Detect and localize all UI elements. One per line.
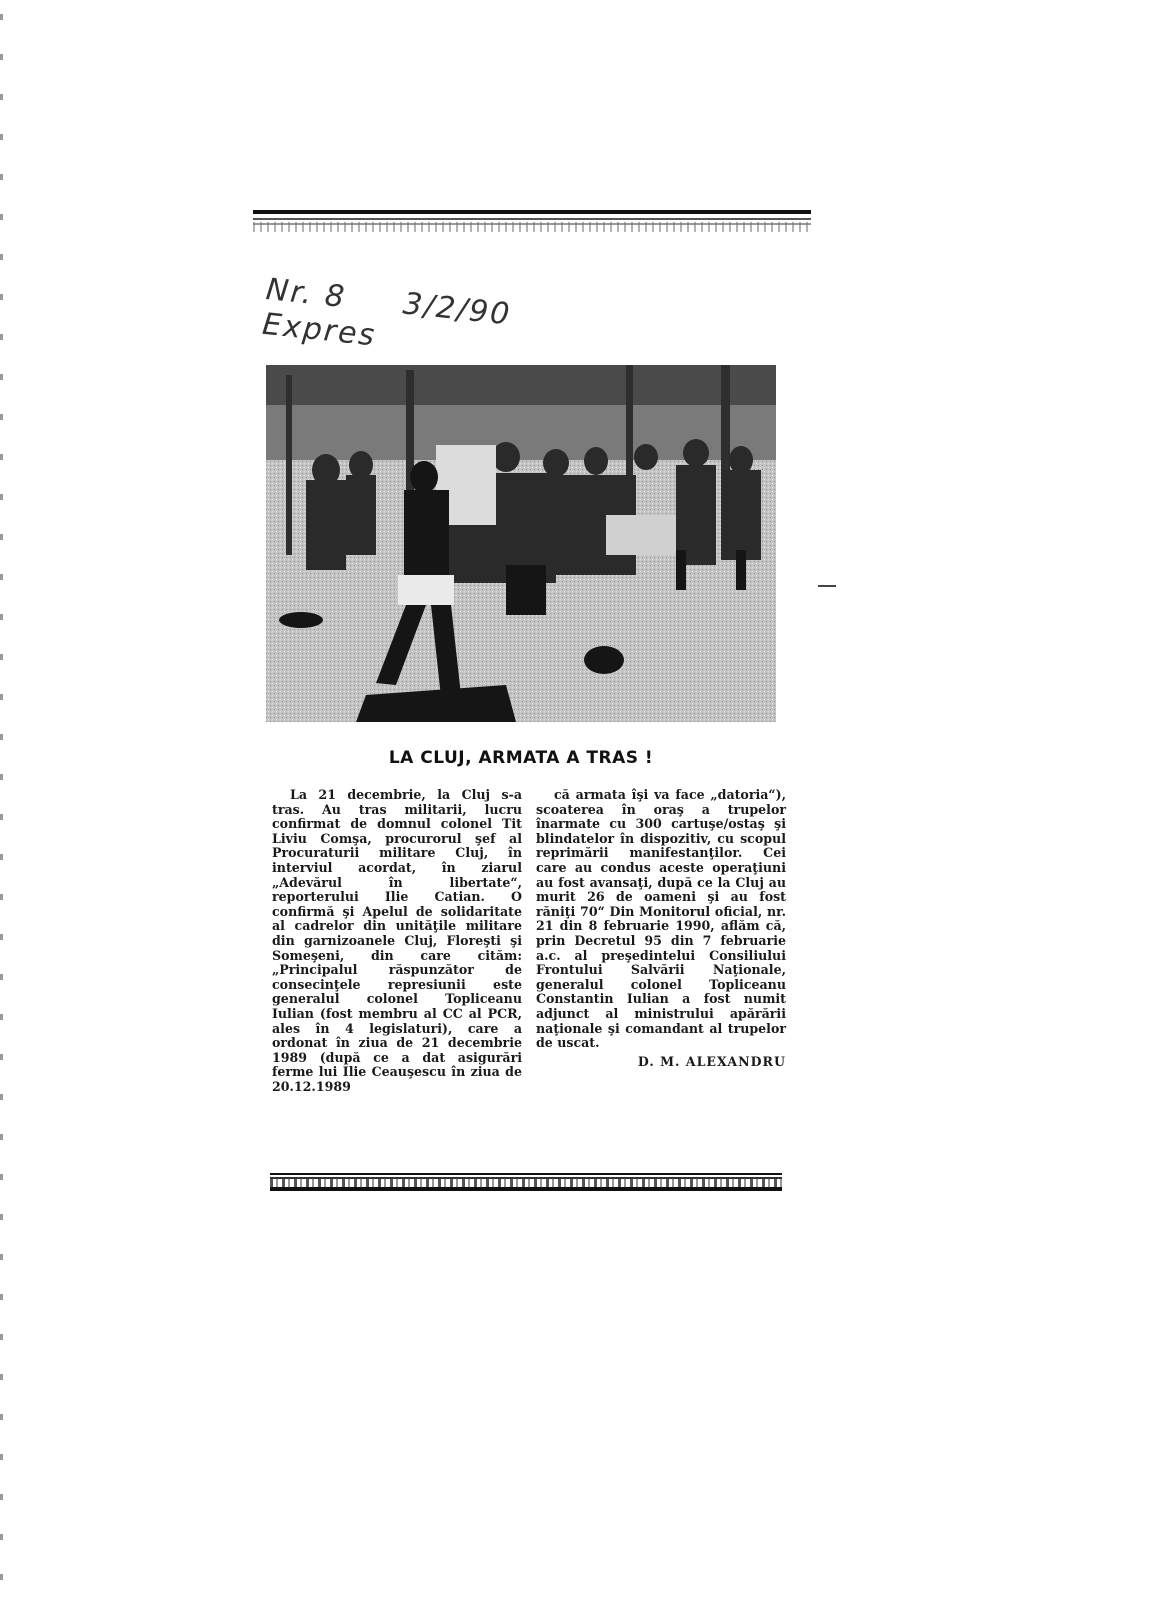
handwritten-date: 3/2/90 bbox=[401, 286, 513, 333]
handwritten-number: Nr. 8 bbox=[264, 272, 348, 316]
article-headline: LA CLUJ, ARMATA A TRAS ! bbox=[388, 748, 654, 768]
margin-mark bbox=[818, 585, 836, 587]
article-column-right bbox=[536, 788, 786, 1069]
top-rule bbox=[253, 210, 811, 234]
article-paragraph-right: că armata îşi va face „datoria“), scoaterea în oraş a trupelor înarmate cu 300 cartuşe/ostaş şi blindatelor în dispozitiv, cu scopul reprimării manifestanţilor. Cei care au condus aceste operaţiuni au fost avansaţi, după ce la Cluj au murit 26 de oameni şi au fost răniţi 70“ Din Monitorul oficial, nr. 21 din 8 februarie 1990, aflăm că, prin Decretul 95 din 7 februarie a.c. al preşedintelui Consiliului Frontului Salvării Naţionale, generalul colonel Topliceanu Constantin Iulian a fost numit adjunct al ministrului apărării naţionale şi comandant al trupelor de uscat. bbox=[536, 787, 786, 1051]
bottom-rule bbox=[270, 1173, 782, 1193]
article-photo bbox=[266, 365, 776, 722]
article-paragraph-left: La 21 decembrie, la Cluj s-a tras. Au tras militarii, lucru confirmat de domnul colonel Tit Liviu Comşa, procurorul şef al Procuraturii militare Cluj, în interviul acordat, în ziarul „Adevărul în libertate“, reporterului Ilie Catian. O confirmă şi Apelul de solidaritate al cadrelor din unităţile militare din garnizoanele Cluj, Floreşti şi Someşeni, din care cităm: „Principalul răspunzător de consecinţele represiunii este generalul colonel Topliceanu Iulian (fost membru al CC al PCR, ales în 4 legislaturi), care a ordonat în ziua de 21 decembrie 1989 (după ce a dat asigurări ferme lui Ilie Ceauşescu în ziua de 20.12.1989 bbox=[272, 787, 522, 1094]
handwritten-source: Expres bbox=[260, 306, 378, 354]
scan-edge-marks bbox=[0, 0, 3, 1600]
article-byline: D. M. ALEXANDRU bbox=[637, 1053, 786, 1069]
article-column-left bbox=[272, 788, 522, 1094]
